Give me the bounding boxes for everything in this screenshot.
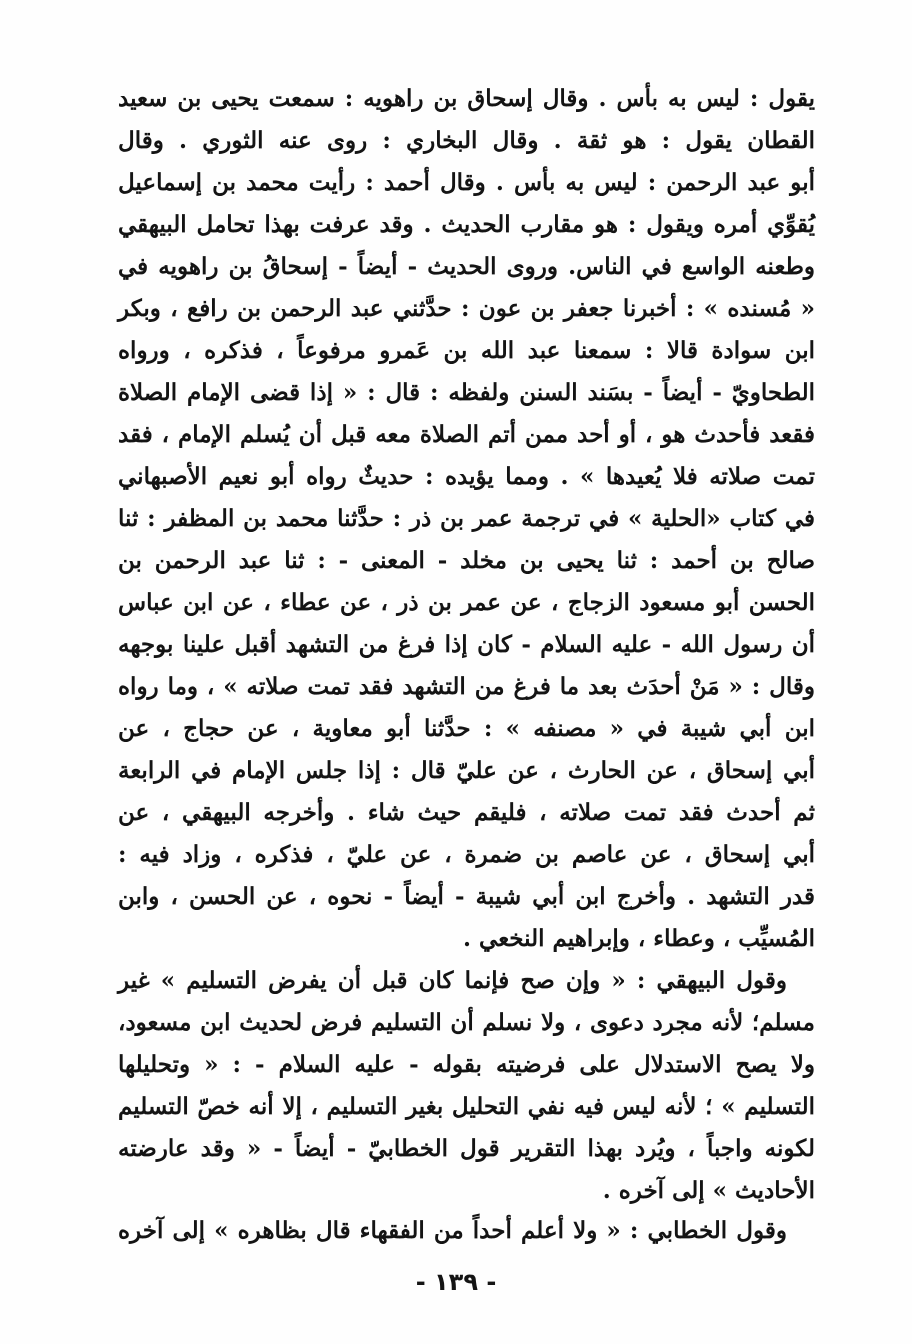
text-line: ثم أحدث فقد تمت صلاته ، فليقم حيث شاء . وأخرجه البيهقي ، عن <box>118 799 815 826</box>
text-line: ابن سوادة قالا : سمعنا عبد الله بن عَمرو مرفوعاً ، فذكره ، ورواه <box>118 337 815 364</box>
text-line: القطان يقول : هو ثقة . وقال البخاري : روى عنه الثوري . وقال <box>118 127 815 154</box>
text-line: يُقوِّي أمره ويقول : هو مقارب الحديث . وقد عرفت بهذا تحامل البيهقي <box>118 211 815 238</box>
paragraph-1 <box>118 78 815 960</box>
text-line: صالح بن أحمد : ثنا يحيى بن مخلد - المعنى - : ثنا عبد الرحمن بن <box>118 547 815 574</box>
text-line: الأحاديث » إلى آخره . <box>602 1177 815 1204</box>
text-line: فقعد فأحدث هو ، أو أحد ممن أتم الصلاة معه قبل أن يُسلم الإمام ، فقد <box>118 421 815 448</box>
text-line: ابن أبي شيبة في « مصنفه » : حدَّثنا أبو معاوية ، عن حجاج ، عن <box>118 715 815 742</box>
text-line: في كتاب «الحلية » في ترجمة عمر بن ذر : حدَّثنا محمد بن المظفر : ثنا <box>118 505 815 532</box>
paragraph-3 <box>118 1210 815 1252</box>
text-line: لكونه واجباً ، ويُرد بهذا التقرير قول الخطابيّ - أيضاً - « وقد عارضته <box>118 1135 815 1162</box>
page-number: - ١٣٩ - <box>415 1268 497 1296</box>
text-line: أن رسول الله - عليه السلام - كان إذا فرغ من التشهد أقبل علينا بوجهه <box>118 631 815 658</box>
text-line: أبي إسحاق ، عن الحارث ، عن عليّ قال : إذا جلس الإمام في الرابعة <box>118 757 815 784</box>
text-line: التسليم » ؛ لأنه ليس فيه نفي التحليل بغير التسليم ، إلا أنه خصّ التسليم <box>118 1093 815 1120</box>
text-line: أبو عبد الرحمن : ليس به بأس . وقال أحمد : رأيت محمد بن إسماعيل <box>118 169 815 196</box>
paragraph-2 <box>118 960 815 1212</box>
text-line: وقول الخطابي : « ولا أعلم أحداً من الفقهاء قال بظاهره » إلى آخره <box>118 1217 787 1244</box>
text-line: المُسيِّب ، وعطاء ، وإبراهيم النخعي . <box>463 925 815 952</box>
text-line: الطحاويّ - أيضاً - بسَند السنن ولفظه : قال : « إذا قضى الإمام الصلاة <box>118 379 815 406</box>
text-line: تمت صلاته فلا يُعيدها » . ومما يؤيده : حديثٌ رواه أبو نعيم الأصبهاني <box>118 463 815 490</box>
text-line: وطعنه الواسع في الناس. وروى الحديث - أيضاً - إسحاقُ بن راهويه في <box>118 253 815 280</box>
text-line: مسلم؛ لأنه مجرد دعوى ، ولا نسلم أن التسليم فرض لحديث ابن مسعود، <box>118 1009 815 1036</box>
text-line: أبي إسحاق ، عن عاصم بن ضمرة ، عن عليّ ، فذكره ، وزاد فيه : <box>118 841 815 868</box>
text-line: ولا يصح الاستدلال على فرضيته بقوله - عليه السلام - : « وتحليلها <box>118 1051 815 1078</box>
text-line: قدر التشهد . وأخرج ابن أبي شيبة - أيضاً - نحوه ، عن الحسن ، وابن <box>118 883 815 910</box>
text-line: الحسن أبو مسعود الزجاج ، عن عمر بن ذر ، عن عطاء ، عن ابن عباس <box>118 589 815 616</box>
text-line: يقول : ليس به بأس . وقال إسحاق بن راهويه : سمعت يحيى بن سعيد <box>118 85 815 112</box>
text-line: وقال : « مَنْ أحدَث بعد ما فرغ من التشهد فقد تمت صلاته » ، وما رواه <box>118 673 815 700</box>
text-line: « مُسنده » : أخبرنا جعفر بن عون : حدَّثني عبد الرحمن بن رافع ، وبكر <box>118 295 815 322</box>
text-line: وقول البيهقي : « وإن صح فإنما كان قبل أن يفرض التسليم » غير <box>118 967 787 994</box>
